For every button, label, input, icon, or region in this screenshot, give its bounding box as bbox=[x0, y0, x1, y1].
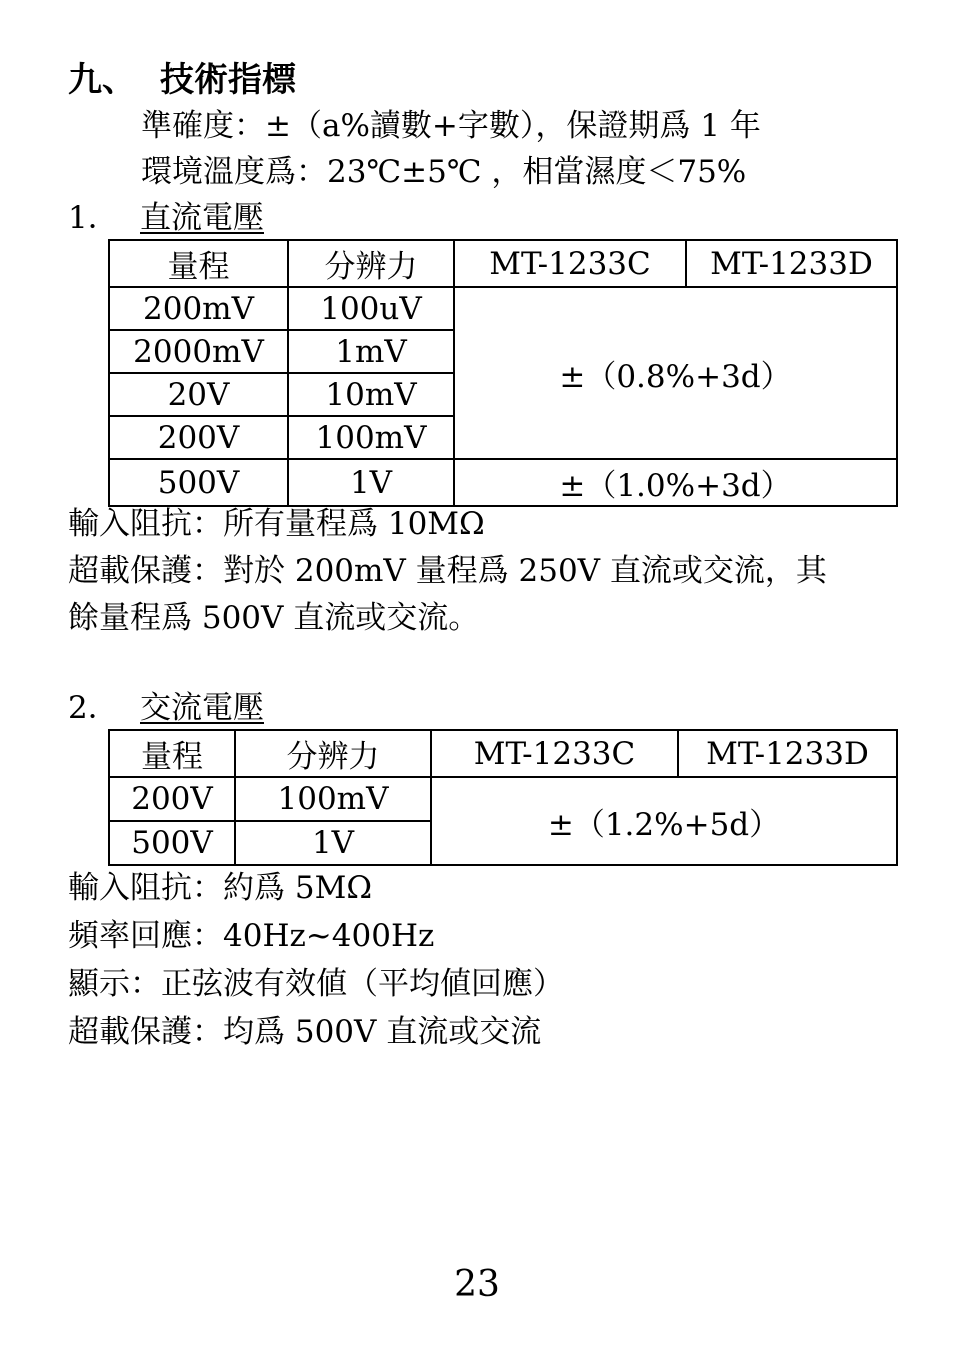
table-row bbox=[109, 287, 897, 330]
ac-voltage-table bbox=[108, 729, 898, 866]
accuracy-cell: ±（1.0%+3d） bbox=[454, 459, 897, 506]
range-cell: 200V bbox=[109, 416, 288, 459]
resolution-cell: 100uV bbox=[288, 287, 454, 330]
accuracy-note: 準確度：±（a%讀數+字數），保證期爲 1 年 bbox=[141, 108, 761, 144]
ac-overload-note: 超載保護：均爲 500V 直流或交流 bbox=[68, 1014, 542, 1050]
header-model-d: MT-1233D bbox=[678, 730, 897, 777]
section-number: 九、 bbox=[68, 60, 136, 100]
resolution-cell: 100mV bbox=[235, 777, 431, 821]
range-cell: 20V bbox=[109, 373, 288, 416]
range-cell: 200mV bbox=[109, 287, 288, 330]
header-model-c: MT-1233C bbox=[454, 240, 686, 287]
ac-section-title bbox=[68, 686, 264, 730]
resolution-cell: 1mV bbox=[288, 330, 454, 373]
dc-section-number: 1． bbox=[68, 200, 119, 236]
environment-note: 環境溫度爲：23℃±5℃ ，相當濕度＜75% bbox=[141, 154, 747, 190]
ac-frequency-note: 頻率回應：40Hz~400Hz bbox=[68, 918, 435, 954]
dc-overload-note-line1: 超載保護：對於 200mV 量程爲 250V 直流或交流，其 bbox=[68, 553, 827, 589]
accuracy-cell: ±（1.2%+5d） bbox=[431, 777, 897, 865]
range-cell: 2000mV bbox=[109, 330, 288, 373]
dc-overload-note-line2: 餘量程爲 500V 直流或交流。 bbox=[68, 600, 480, 636]
header-range: 量程 bbox=[109, 240, 288, 287]
table-row bbox=[109, 777, 897, 821]
header-model-d: MT-1233D bbox=[686, 240, 897, 287]
resolution-cell: 1V bbox=[235, 821, 431, 865]
ac-section-number: 2． bbox=[68, 690, 119, 726]
header-range: 量程 bbox=[109, 730, 235, 777]
range-cell: 200V bbox=[109, 777, 235, 821]
section-title: 技術指標 bbox=[160, 60, 296, 100]
header-model-c: MT-1233C bbox=[431, 730, 678, 777]
ac-display-note: 顯示：正弦波有效値（平均値回應） bbox=[68, 966, 564, 1002]
table-header-row bbox=[109, 240, 897, 287]
page-number: 23 bbox=[454, 1264, 500, 1305]
range-cell: 500V bbox=[109, 821, 235, 865]
header-resolution: 分辨力 bbox=[288, 240, 454, 287]
ac-impedance-note: 輸入阻抗：約爲 5MΩ bbox=[68, 870, 373, 906]
section-heading bbox=[68, 58, 296, 102]
dc-section-title bbox=[68, 196, 264, 240]
table-row bbox=[109, 459, 897, 506]
dc-section-label: 直流電壓 bbox=[140, 200, 264, 236]
range-cell: 500V bbox=[109, 459, 288, 506]
resolution-cell: 100mV bbox=[288, 416, 454, 459]
accuracy-cell: ±（0.8%+3d） bbox=[454, 287, 897, 459]
resolution-cell: 10mV bbox=[288, 373, 454, 416]
table-header-row bbox=[109, 730, 897, 777]
resolution-cell: 1V bbox=[288, 459, 454, 506]
dc-impedance-note: 輸入阻抗：所有量程爲 10MΩ bbox=[68, 506, 485, 542]
dc-voltage-table bbox=[108, 239, 898, 507]
ac-section-label: 交流電壓 bbox=[140, 690, 264, 726]
header-resolution: 分辨力 bbox=[235, 730, 431, 777]
